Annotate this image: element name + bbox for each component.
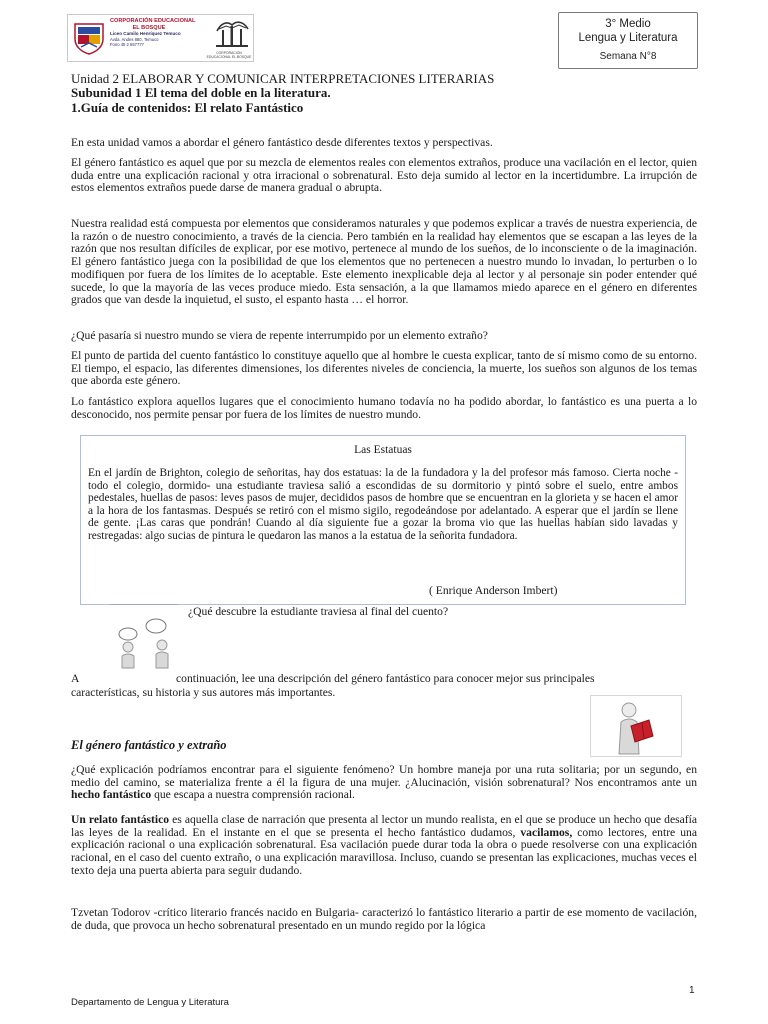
tree-logo-icon [213, 17, 251, 51]
section-question-paragraph [71, 764, 697, 802]
badge-grade: 3° Medio [605, 18, 651, 30]
fantastic-story-term: Un relato fantástico [71, 813, 170, 826]
logo-line-1: CORPORACIÓN EDUCACIONAL [110, 18, 196, 24]
section-question-text: ¿Qué explicación podríamos encontrar para el siguiente fenómeno? Un hombre maneja por una ruta solitaria; por un segundo, en medio del camino, se materializa frente a él la figura de una mujer. ¿Alucinación, visión sobrenatural? Nos encontramos ante un [71, 763, 697, 789]
intro-paragraph-1: En esta unidad vamos a abordar el género fantástico desde diferentes textos y perspectivas. [71, 136, 493, 149]
intro-paragraph-5: El punto de partida del cuento fantástico lo constituye aquello que al hombre le cuesta explicar, tanto de sí mismo como de su entorno. El tiempo, el espacio, las diferentes dimensiones, los diferentes niveles de conciencia, la muerte, los sueños son algunos de los temas que aborda este género. [71, 349, 697, 388]
intro-paragraph-6: Lo fantástico explora aquellos lugares que el conocimiento humano todavía no ha podido abordar, lo fantástico es una puerta a lo desconocido, nos permite pensar por fuera de los límites de nuestro mundo. [71, 395, 697, 421]
fantastic-story-paragraph [71, 814, 697, 878]
thinking-people-icon [112, 612, 186, 670]
fantastic-story-text: es aquella clase de narración que presenta al lector un mundo realista, en el que se produce un hecho que desafía las leyes de la realidad. En el instante en el que se presenta el hecho fantástico dudamos, [71, 813, 697, 839]
badge-week: Semana N°8 [599, 51, 657, 62]
intro-paragraph-3: Nuestra realidad está compuesta por elementos que consideramos naturales y que podemos explicar a través de nuestra experiencia, de la razón o de nuestro conocimiento, a través de la ciencia. Pero también en la realidad hay elementos que se escapan a las leyes de la razón que nos resultan difíciles de explicar, por ese motivo, pertenece al mundo de los sueños, de lo inconsciente o de la imaginación. El género fantástico juega con la posibilidad de que los elementos que no pertenecen a nuestro mundo lo invadan, lo perturben o lo modifiquen por fuera de los límites de lo aceptable. Este elemento inexplicable deja al lector y al personaje sin poder entender qué sucede, lo que la mayoría de las veces produce miedo. Esta sensación, a la que llamamos miedo aparece en el género en diferentes grados que van desde la inquietud, el susto, el espanto hasta … el horror. [71, 217, 697, 307]
fantastic-fact-term: hecho fantástico [71, 788, 152, 802]
intro-question: ¿Qué pasaría si nuestro mundo se viera de repente interrumpido por un elemento extraño? [71, 329, 488, 342]
logo-line-5: Fono 45 2 557777 [110, 41, 144, 47]
reading-figure-icon [590, 695, 682, 757]
logo-line-2: EL BOSQUE [132, 24, 166, 31]
story-box [80, 435, 686, 605]
fantastic-story-text-2: como lectores, entre una explicación racional o una explicación sobrenatural. Esa vacilación puede durar toda la obra o puede resolverse con una explicación racional, en el caso del cuento extraño, o una explicación maravillosa. Incluso, cuando se presentan las explicaciones, muchas veces el texto deja una puerta abierta para seguir dudando. [71, 825, 697, 877]
answer-line [110, 604, 178, 605]
section-question-end: que escapa a nuestra comprensión racional. [151, 788, 355, 802]
logo-corporation-text: CORPORACIÓN EDUCACIONAL EL BOSQUE [206, 51, 252, 59]
logo-line-3: Liceo Camilo Henríquez Temuco [110, 31, 181, 36]
story-text: En el jardín de Brighton, colegio de señoritas, hay dos estatuas: la de la fundadora y la del profesor más famoso. Cierta noche -todo el colegio, dormido- una estudiante traviesa salió a escondidas de su dormitorio y pintó sobre el suelo, entre ambos pedestales, huellas de pasos: leves pasos de mujer, decididos pasos de hombre que se encuentran en la glorieta y se hacen el amor a la hora de los fantasmas. Después se retiró con el mismo sigilo, regodeándose por adelantado. A esperar que el jardín se llene de gente. ¡Las caras que pondrán! Cuando al día siguiente fue a gozar la broma vio que las huellas habían sido lavadas y restregadas: algo sucias de pintura le quedaron las manos a la estatua de la señorita fundadora. [88, 467, 678, 542]
continuation-line-2: características, su historia y sus autores más importantes. [71, 686, 336, 699]
school-shield-icon [72, 21, 106, 55]
hesitate-term: vacilamos, [520, 825, 573, 839]
logo-line-4: Avda. Andes 880, Temuco [110, 36, 159, 42]
intro-paragraph-2: El género fantástico es aquel que por su mezcla de elementos reales con elementos extraños, produce una vacilación en el lector, quien duda entre una explicación racional y otra irracional o sobrenatural. Esto deja sumido al lector en la incertidumbre. La irrupción de estos elementos extraños puede darse de manera gradual o abrupta. [71, 156, 697, 195]
continuation-prefix: A [71, 672, 80, 685]
story-title: Las Estatuas [354, 444, 412, 456]
todorov-paragraph: Tzvetan Todorov -crítico literario francés nacido en Bulgaria- caracterizó lo fantástico literario a partir de ese momento de vacilación, de duda, que provoca un hecho sobrenatural presentado en un mundo regido por la lógica [71, 906, 697, 932]
grade-badge [558, 12, 698, 69]
school-logo [67, 14, 254, 62]
story-question: ¿Qué descubre la estudiante traviesa al final del cuento? [188, 605, 449, 618]
page-number: 1 [689, 985, 695, 996]
unit-title: Unidad 2 ELABORAR Y COMUNICAR INTERPRETACIONES LITERARIAS [71, 71, 495, 86]
school-logo-text [110, 18, 210, 47]
continuation-line-1: continuación, lee una descripción del género fantástico para conocer mejor sus principales [176, 672, 595, 685]
guide-title: 1.Guía de contenidos: El relato Fantástico [71, 100, 304, 115]
badge-subject: Lengua y Literatura [578, 32, 678, 44]
story-author: ( Enrique Anderson Imbert) [429, 584, 558, 597]
department-footer: Departamento de Lengua y Literatura [71, 997, 229, 1008]
section-title: El género fantástico y extraño [71, 738, 227, 752]
subunit-title: Subunidad 1 El tema del doble en la literatura. [71, 85, 331, 100]
